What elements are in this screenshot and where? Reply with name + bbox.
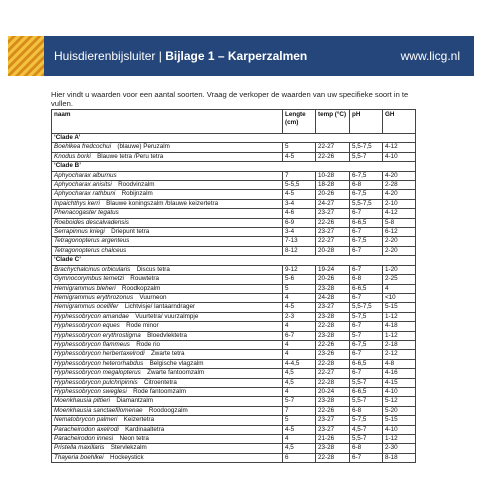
length-cell: 4-5 [283,190,316,199]
ph-cell: 6-8 [350,275,383,284]
table-row [52,340,416,349]
temp-cell: 24-28 [316,293,350,302]
length-cell: 6-9 [283,218,316,227]
species-name-cell [52,331,283,340]
table-row [52,181,416,190]
common-name: Roodvinzalm [118,181,155,189]
common-name: Stervlekzalm [110,444,147,452]
temp-cell: 22-26 [316,218,350,227]
length-cell: 4-5 [283,425,316,434]
length-cell: 7 [283,406,316,415]
common-name: Robijnzalm [121,190,153,198]
species-name-cell [52,312,283,321]
gh-cell: 4-12 [383,209,416,218]
length-cell: 9-12 [283,265,316,274]
species-name-cell [52,369,283,378]
length-cell: 4-5 [283,303,316,312]
temp-cell: 23-28 [316,397,350,406]
ph-cell: 6-7,5 [350,190,383,199]
gh-cell: 2-25 [383,275,416,284]
table-row [52,143,416,152]
table-row [52,246,416,255]
common-name: Neon tetra [119,435,149,442]
length-cell: 4 [283,293,316,302]
common-name: Belgische vlagzalm [149,359,204,367]
temp-cell: 23-27 [316,416,350,425]
temp-cell: 22-26 [316,340,350,349]
clade-header-row [52,134,416,143]
species-name-cell [52,303,283,312]
temp-cell: 21-26 [316,435,350,444]
gh-cell: 5-20 [383,406,416,415]
col-lengte: Lengte (cm) [283,110,316,134]
table-row [52,369,416,378]
table-body [52,134,416,463]
clade-header-row [52,162,416,171]
ph-cell: 6-7 [350,228,383,237]
scientific-name: Nematobrycon palmeri [54,416,118,424]
ph-cell: 5-7,5 [350,312,383,321]
licg-logo [8,36,44,76]
table-row [52,152,416,161]
common-name: Diamantzalm [116,397,154,405]
common-name: Discus tetra [136,265,170,273]
gh-cell: 4-18 [383,322,416,331]
scientific-name: Boehlkea fredcochui [54,143,112,151]
table-row [52,444,416,453]
length-cell: 4 [283,387,316,396]
species-name-cell [52,293,283,302]
scientific-name: Aphyocharax rathbuni [54,190,116,198]
species-name-cell [52,237,283,246]
scientific-name: Hemigrammus ocellifer [54,303,119,311]
table-row [52,406,416,415]
species-name-cell [52,190,283,199]
scientific-name: Hemigrammus erythrozonus [54,293,134,301]
col-ph: pH [350,110,383,134]
scientific-name: Hyphessobrycon sweglesi [54,387,127,395]
species-name-cell [52,425,283,434]
scientific-name: Tetragonopterus argenteus [54,237,130,245]
table-row [52,387,416,396]
common-name: (blauwe) Peruzalm [117,143,170,151]
gh-cell: 4-12 [383,143,416,152]
species-table [51,109,416,463]
scientific-name: Moenkhausia pittieri [54,397,111,405]
species-name-cell [52,218,283,227]
table-row [52,228,416,237]
gh-cell: 1-12 [383,331,416,340]
species-name-cell [52,444,283,453]
gh-cell: 4-8 [383,359,416,368]
temp-cell: 23-28 [316,284,350,293]
table-row [52,171,416,180]
species-name-cell [52,387,283,396]
scientific-name: Brachychalcinus orbicularis [54,265,131,273]
scientific-name: Hyphessobrycon megalopterus [54,369,141,377]
gh-cell: 2-10 [383,199,416,208]
table-row [52,218,416,227]
ph-cell: 5,5-7 [350,378,383,387]
length-cell: 4,5 [283,444,316,453]
temp-cell: 20-24 [316,387,350,396]
ph-cell: 6-7,5 [350,237,383,246]
temp-cell: 23-27 [316,228,350,237]
common-name: Kardinaaltetra [125,425,165,433]
gh-cell: <10 [383,293,416,302]
ph-cell: 6-8 [350,181,383,190]
temp-cell: 18-28 [316,181,350,190]
ph-cell: 6-7 [350,265,383,274]
gh-cell: 4-15 [383,378,416,387]
temp-cell: 22-28 [316,453,350,462]
gh-cell: 1-12 [383,435,416,444]
gh-cell: 2-12 [383,350,416,359]
ph-cell: 5,5-7 [350,152,383,161]
scientific-name: Hyphessobrycon herbertaxelrodi [54,350,145,358]
length-cell: 4 [283,350,316,359]
ph-cell: 5,5-7,5 [350,143,383,152]
gh-cell: 4-20 [383,171,416,180]
scientific-name: Gymnocorymbus ternetzi [54,275,124,283]
scientific-name: Phenacogaster tegatus [54,209,119,217]
ph-cell: 6-8 [350,406,383,415]
scientific-name: Hemigrammus bleheri [54,284,116,292]
temp-cell: 20-28 [316,246,350,255]
ph-cell: 6-7,5 [350,171,383,180]
length-cell: 6 [283,453,316,462]
gh-cell: 2-28 [383,181,416,190]
common-name: Hockeystick [110,453,144,461]
scientific-name: Inpaichthys kerri [54,199,100,207]
table-row [52,378,416,387]
species-name-cell [52,435,283,444]
clade-header-row [52,256,416,265]
ph-cell: 5,5-7 [350,397,383,406]
species-name-cell [52,246,283,255]
scientific-name: Hyphessobrycon heterorhabdus [54,359,144,367]
ph-cell: 5-7,5 [350,416,383,425]
temp-cell: 22-26 [316,152,350,161]
gh-cell: 4-20 [383,190,416,199]
header-banner [8,36,474,76]
table-row [52,199,416,208]
scientific-name: Hyphessobrycon flammeus [54,340,130,348]
gh-cell: 2-18 [383,340,416,349]
species-name-cell [52,322,283,331]
temp-cell: 23-28 [316,444,350,453]
length-cell: 4 [283,435,316,444]
length-cell: 4 [283,322,316,331]
length-cell: 8-12 [283,246,316,255]
ph-cell: 6-8 [350,444,383,453]
gh-cell: 4-10 [383,152,416,161]
ph-cell: 6-6,5 [350,218,383,227]
common-name: Roodoogzalm [148,406,188,414]
ph-cell: 6-7 [350,369,383,378]
gh-cell: 2-20 [383,237,416,246]
table-row [52,312,416,321]
common-name: Rode rio [136,340,161,348]
length-cell: 3-4 [283,228,316,237]
table-row [52,284,416,293]
scientific-name: Hyphessobrycon eques [54,322,120,330]
temp-cell: 24-27 [316,199,350,208]
temp-cell: 22-27 [316,143,350,152]
species-name-cell [52,284,283,293]
ph-cell: 6-7 [350,453,383,462]
gh-cell: 4 [383,284,416,293]
table-row [52,416,416,425]
table-row [52,435,416,444]
species-name-cell [52,275,283,284]
table-row [52,190,416,199]
table-row [52,350,416,359]
table-row [52,303,416,312]
gh-cell: 5-12 [383,397,416,406]
common-name: Rode minor [126,322,159,330]
clade-label: ‘Clade B’ [52,162,416,171]
temp-cell: 19-24 [316,265,350,274]
common-name: Blauwe tetra /Peru tetra [97,152,164,160]
length-cell: 7-13 [283,237,316,246]
gh-cell: 8-18 [383,453,416,462]
ph-cell: 5,5-7 [350,435,383,444]
gh-cell: 4-10 [383,425,416,434]
species-name-cell [52,181,283,190]
scientific-name: Hyphessobrycon pulchripinnis [54,378,138,386]
length-cell: 6-7 [283,331,316,340]
species-name-cell [52,199,283,208]
ph-cell: 6-6,5 [350,284,383,293]
header-title: Huisdierenbijsluiter | Bijlage 1 – Karperzalmen [54,49,308,63]
common-name: Bloedvlektetra [147,331,187,339]
ph-cell: 6-7 [350,350,383,359]
clade-label: ‘Clade C’ [52,256,416,265]
scientific-name: Roeboides descalvadensis [54,218,129,226]
temp-cell: 22-28 [316,378,350,387]
length-cell: 5 [283,416,316,425]
ph-cell: 6-7 [350,209,383,218]
common-name: Zwarte tetra [150,350,185,358]
scientific-name: Hyphessobrycon amandae [54,312,129,320]
common-name: Lichtvisje/ lantaarndrager [124,303,196,311]
temp-cell: 22-27 [316,369,350,378]
temp-cell: 20-26 [316,275,350,284]
ph-cell: 6-6,5 [350,359,383,368]
gh-cell: 5-8 [383,218,416,227]
species-name-cell [52,209,283,218]
scientific-name: Tetragonopterus chalceus [54,246,127,254]
length-cell: 4-4,5 [283,359,316,368]
gh-cell: 5-15 [383,303,416,312]
common-name: Zwarte fantoomzalm [147,369,205,377]
length-cell: 4,5 [283,378,316,387]
common-name: Roodkopzalm [121,284,161,292]
table-row [52,453,416,462]
species-name-cell [52,340,283,349]
table-row [52,397,416,406]
table-row [52,331,416,340]
table-header-row [52,110,416,134]
species-name-cell [52,416,283,425]
gh-cell: 1-12 [383,312,416,321]
common-name: Vuurneon [139,293,167,301]
clade-label: ‘Clade A’ [52,134,416,143]
common-name: Rouwtetra [130,275,159,283]
table-row [52,265,416,274]
table-row [52,359,416,368]
length-cell: 3-4 [283,199,316,208]
ph-cell: 6-7 [350,322,383,331]
temp-cell: 23-27 [316,303,350,312]
ph-cell: 6-7,5 [350,340,383,349]
gh-cell: 2-30 [383,444,416,453]
scientific-name: Knodus borki [54,152,91,160]
table-row [52,425,416,434]
species-name-cell [52,406,283,415]
temp-cell: 10-28 [316,171,350,180]
species-name-cell [52,152,283,161]
header-url[interactable]: www.licg.nl [400,49,460,63]
length-cell: 5 [283,284,316,293]
common-name: Keizertetra [123,416,155,424]
temp-cell: 22-28 [316,359,350,368]
temp-cell: 20-26 [316,190,350,199]
length-cell: 4-6 [283,209,316,218]
temp-cell: 23-28 [316,331,350,340]
ph-cell: 6-7 [350,293,383,302]
length-cell: 5-7 [283,397,316,406]
ph-cell: 4,5-7 [350,425,383,434]
length-cell: 5 [283,143,316,152]
length-cell: 7 [283,171,316,180]
scientific-name: Hyphessobrycon erythrostigma [54,331,141,339]
gh-cell: 4-16 [383,369,416,378]
scientific-name: Pristella maxillaris [54,444,105,452]
table-row [52,322,416,331]
temp-cell: 23-27 [316,425,350,434]
length-cell: 5-6 [283,275,316,284]
col-temp: temp (°C) [316,110,350,134]
col-naam: naam [52,110,283,134]
species-name-cell [52,143,283,152]
species-name-cell [52,397,283,406]
scientific-name: Paracheirodon axelrodi [54,425,119,433]
ph-cell: 5,5-7,5 [350,199,383,208]
scientific-name: Serrapinnus kriegi [54,228,105,236]
length-cell: 4 [283,340,316,349]
ph-cell: 6-7 [350,246,383,255]
gh-cell: 5-15 [383,416,416,425]
scientific-name: Paracheirodon innesi [54,435,114,442]
scientific-name: Moenkhausia sanctaefilomenae [54,406,143,414]
common-name: Rode fantoomzalm [133,387,186,395]
length-cell: 2-3 [283,312,316,321]
ph-cell: 5-7 [350,331,383,340]
col-gh: GH [383,110,416,134]
temp-cell: 22-28 [316,322,350,331]
gh-cell: 4-10 [383,387,416,396]
gh-cell: 1-20 [383,265,416,274]
length-cell: 4-5 [283,152,316,161]
length-cell: 4,5 [283,369,316,378]
common-name: Blauwe koningszalm /blauwe keizertetra [106,199,219,207]
species-name-cell [52,171,283,180]
common-name: Vuurtetra/ vuurzalmpje [135,312,199,320]
scientific-name: Aphyocharax alburnus [54,171,117,179]
gh-cell: 6-12 [383,228,416,237]
gh-cell: 2-20 [383,246,416,255]
species-name-cell [52,359,283,368]
table-row [52,293,416,302]
temp-cell: 22-26 [316,406,350,415]
common-name: Driepunt tetra [111,228,150,236]
scientific-name: Aphyocharax anisitsi [54,181,112,189]
species-name-cell [52,453,283,462]
length-cell: 5-5,5 [283,181,316,190]
species-name-cell [52,378,283,387]
intro-text: Hier vindt u waarden voor een aantal soorten. Vraag de verkoper de waarden van uw specifieke soort in te vullen. [51,90,409,109]
temp-cell: 22-27 [316,237,350,246]
species-name-cell [52,228,283,237]
temp-cell: 23-27 [316,209,350,218]
table-row [52,209,416,218]
table-row [52,275,416,284]
species-name-cell [52,350,283,359]
table-row [52,237,416,246]
scientific-name: Thayeria boehlkei [54,453,104,461]
ph-cell: 6-6,5 [350,387,383,396]
species-name-cell [52,265,283,274]
common-name: Citroentetra [143,378,177,386]
temp-cell: 23-26 [316,350,350,359]
ph-cell: 5,5-7,5 [350,303,383,312]
temp-cell: 23-28 [316,312,350,321]
